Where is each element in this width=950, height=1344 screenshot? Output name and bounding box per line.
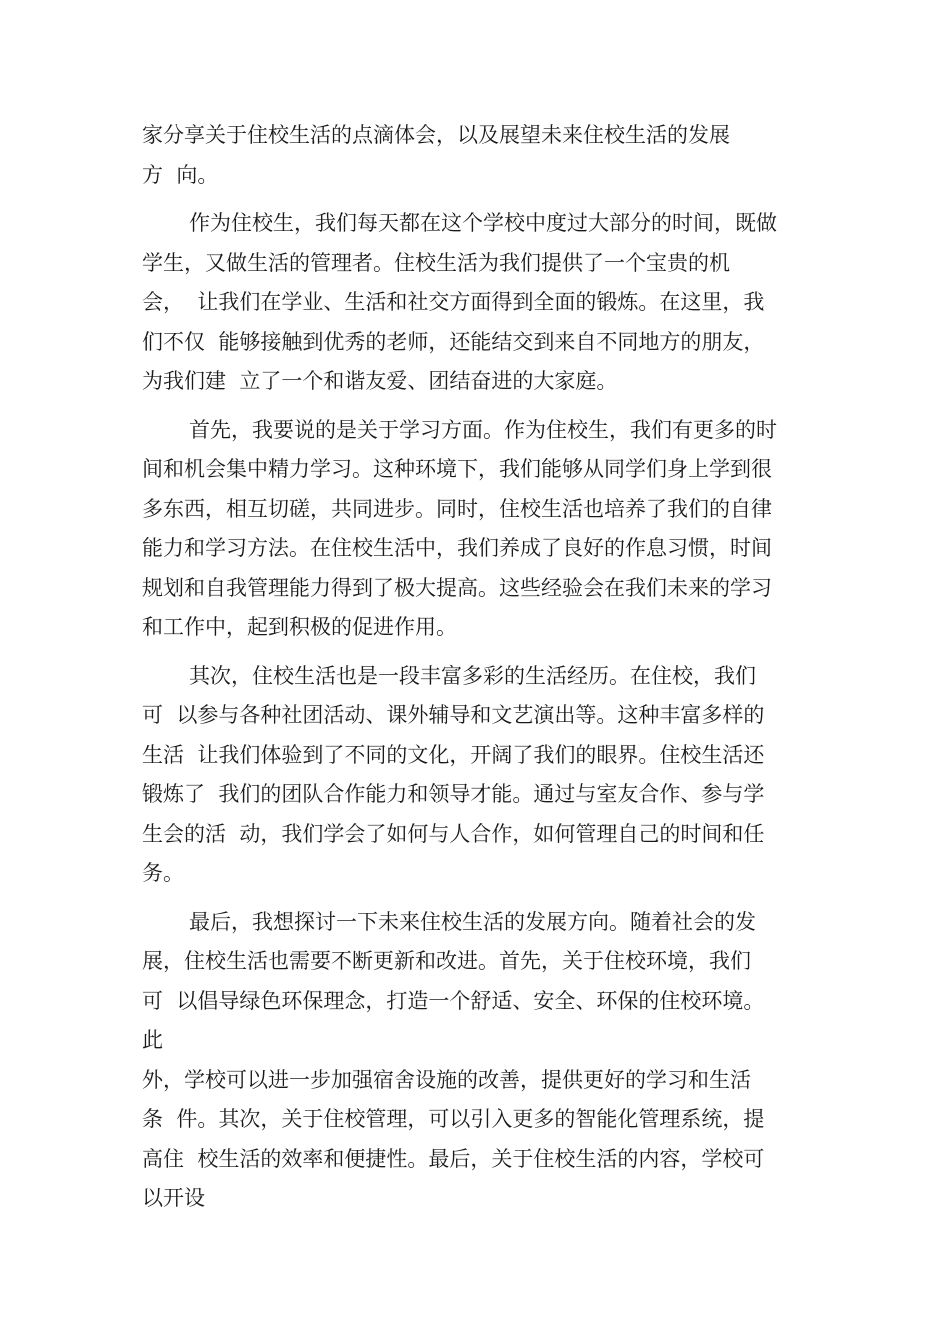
- text-line: 家分享关于住校生活的点滴体会，以及展望未来住校生活的发展: [142, 123, 730, 147]
- text-line: 会， 让我们在学业、生活和社交方面得到全面的锻炼。在这里，我: [142, 290, 765, 314]
- text-line: 们不仅 能够接触到优秀的老师，还能结交到来自不同地方的朋友，: [142, 329, 765, 354]
- paragraph-study: [142, 411, 792, 648]
- text-line: 锻炼了 我们的团队合作能力和领导才能。通过与室友合作、参与学: [142, 782, 765, 806]
- document-body: [142, 116, 792, 1219]
- text-line: 以开设: [142, 1186, 205, 1210]
- text-line: 展，住校生活也需要不断更新和改进。首先，关于住校环境，我们: [142, 949, 751, 973]
- text-line: 可 以倡导绿色环保理念，打造一个舒适、安全、环保的住校环境。: [142, 988, 765, 1013]
- paragraph-activities: [142, 657, 792, 894]
- paragraph-boarding-life: [142, 204, 792, 402]
- text-line: 学生，又做生活的管理者。住校生活为我们提供了一个宝贵的机: [142, 250, 730, 275]
- text-line: 为我们建 立了一个和谐友爱、团结奋进的大家庭。: [142, 369, 618, 393]
- text-line: 作为住校生，我们每天都在这个学校中度过大部分的时间，既做: [189, 211, 777, 235]
- paragraph-future: [142, 903, 792, 1219]
- text-line: 方 向。: [142, 162, 219, 187]
- text-line: 最后，我想探讨一下未来住校生活的发展方向。随着社会的发: [189, 909, 756, 934]
- text-line: 规划和自我管理能力得到了极大提高。这些经验会在我们未来的学习: [142, 575, 772, 600]
- text-line: 间和机会集中精力学习。这种环境下，我们能够从同学们身上学到很: [142, 457, 772, 481]
- text-line: 可 以参与各种社团活动、课外辅导和文艺演出等。这种丰富多样的: [142, 703, 765, 727]
- text-line: 首先，我要说的是关于学习方面。作为住校生，我们有更多的时: [189, 417, 777, 442]
- text-line: 多东西，相互切磋，共同进步。同时，住校生活也培养了我们的自律: [142, 496, 772, 521]
- paragraph-intro-continuation: [142, 116, 792, 195]
- text-line: 务。: [142, 861, 184, 885]
- text-line: 生活 让我们体验到了不同的文化，开阔了我们的眼界。住校生活还: [142, 742, 765, 767]
- text-line: 其次，住校生活也是一段丰富多彩的生活经历。在住校，我们: [189, 663, 756, 688]
- text-line: 能力和学习方法。在住校生活中，我们养成了良好的作息习惯，时间: [142, 536, 772, 560]
- text-line: 和工作中，起到积极的促进作用。: [142, 615, 457, 639]
- text-line: 高住 校生活的效率和便捷性。最后，关于住校生活的内容，学校可: [142, 1146, 765, 1171]
- text-line: 此: [142, 1028, 163, 1052]
- text-line: 条 件。其次，关于住校管理，可以引入更多的智能化管理系统，提: [142, 1107, 765, 1131]
- text-line: 生会的活 动，我们学会了如何与人合作，如何管理自己的时间和任: [142, 821, 765, 846]
- text-line: 外，学校可以进一步加强宿舍设施的改善，提供更好的学习和生活: [142, 1067, 751, 1092]
